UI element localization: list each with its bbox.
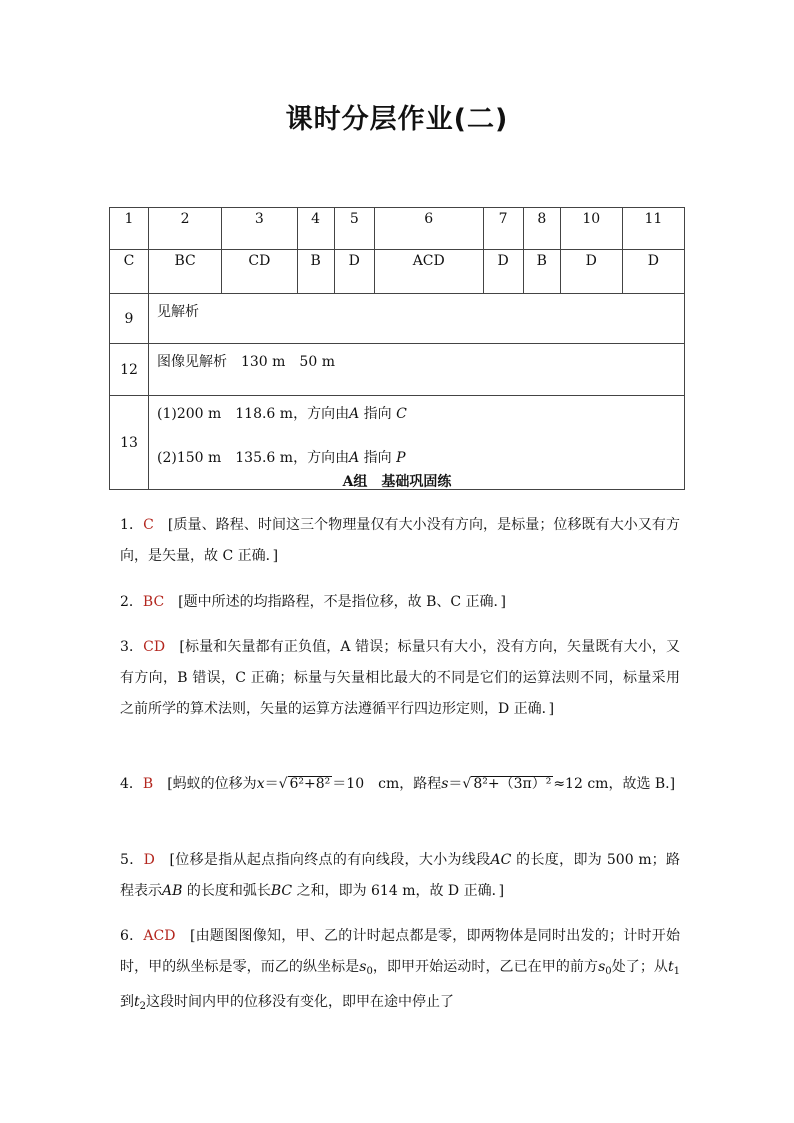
table-cell: D	[483, 250, 523, 294]
question-3: 3．CD [标量和矢量都有正负值，A 错误；标量只有大小，没有方向，矢量既有大小，又有方向，B 错误，C 正确；标量与矢量相比最大的不同是它们的运算法则不同，标量采用之前所学的算术法则，矢量的运算方法遵循平行四边形定则，D 正确．]	[120, 639, 680, 717]
question-1: 1．C [质量、路程、时间这三个物理量仅有大小没有方向，是标量；位移既有大小又有方向，是矢量，故 C 正确．]	[120, 517, 680, 564]
table-cell: C	[110, 250, 149, 294]
table-cell: D	[622, 250, 684, 294]
row-answer: 见解析	[148, 294, 684, 344]
table-cell: 5	[334, 208, 374, 250]
table-cell: CD	[222, 250, 297, 294]
answer-key: BC	[142, 594, 165, 610]
row-answer: 图像见解析 130 m 50 m	[148, 344, 684, 396]
question-2: 2．BC [题中所述的均指路程，不是指位移，故 B、C 正确．]	[120, 594, 507, 610]
table-cell: D	[560, 250, 622, 294]
table-cell: 1	[110, 208, 149, 250]
answer-key: CD	[143, 639, 166, 655]
table-cell: ACD	[374, 250, 483, 294]
table-cell: 10	[560, 208, 622, 250]
answer-line-1: (1)200 m 118.6 m，方向由A 指向 C	[156, 406, 407, 422]
table-cell: 8	[523, 208, 560, 250]
table-cell: 7	[483, 208, 523, 250]
table-cell: 2	[148, 208, 221, 250]
table-cell: 6	[374, 208, 483, 250]
table-cell: B	[523, 250, 560, 294]
question-6: 6．ACD [由题图图像知，甲、乙的计时起点都是零，即两物体是同时出发的；计时开始时，甲的纵坐标是零，而乙的纵坐标是$s_0$，即甲开始运动时，乙已在甲的前方$s_0$处了；从$t_1$到$t_2$这段时间内甲的位移没有变化，即甲在途中停止了	[120, 928, 681, 1012]
question-number-row	[110, 208, 685, 250]
answer-key: C	[143, 517, 154, 533]
table-cell: 3	[222, 208, 297, 250]
table-cell: B	[297, 250, 334, 294]
answer-row	[110, 250, 685, 294]
answer-key: ACD	[143, 928, 176, 944]
table-row	[110, 294, 685, 344]
answer-line-2: (2)150 m 135.6 m，方向由A 指向 P	[156, 450, 406, 466]
page-title: 课时分层作业(二)	[285, 104, 509, 135]
sqrt-expression: 8²+（3π）²	[473, 776, 552, 792]
table-cell: 4	[297, 208, 334, 250]
question-4: 4．B [蚂蚁的位移为x＝√ 6²+8² ＝10 cm，路程s＝√ 8²+（3π）² ≈12 cm，故选 B.]	[120, 776, 676, 792]
answer-key: B	[142, 776, 154, 792]
table-cell: 11	[622, 208, 684, 250]
answer-key: D	[143, 852, 155, 868]
table-cell: BC	[148, 250, 221, 294]
table-cell: D	[334, 250, 374, 294]
row-number: 9	[110, 294, 149, 344]
row-number: 12	[110, 344, 149, 396]
sqrt-expression: 6²+8²	[289, 776, 331, 792]
section-title: A组 基础巩固练	[342, 474, 452, 490]
answer-table	[109, 207, 685, 490]
table-row	[110, 344, 685, 396]
question-5: 5．D [位移是指从起点指向终点的有向线段，大小为线段AC 的长度，即为 500 m；路程表示AB 的长度和弧长BC 之和，即为 614 m，故 D 正确．]	[120, 852, 680, 899]
row-number: 13	[110, 396, 149, 490]
